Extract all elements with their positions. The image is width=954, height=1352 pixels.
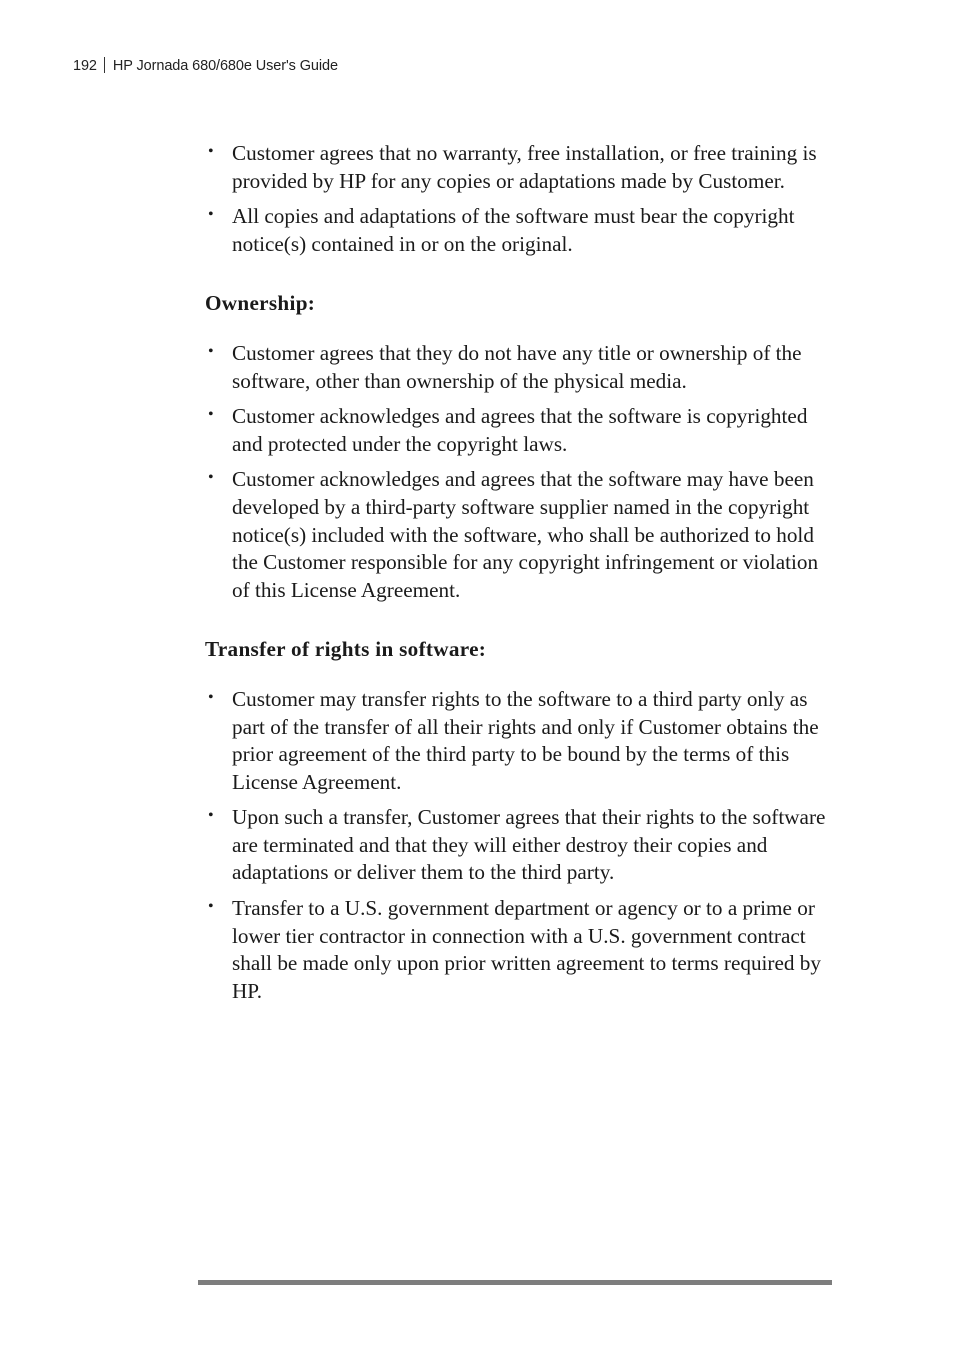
list-item-text: Customer agrees that they do not have any title or ownership of the software, other than ownership of the physical media. (232, 340, 802, 393)
page-body (205, 140, 835, 1013)
list-item (205, 140, 835, 195)
ownership-heading: Ownership: (205, 291, 316, 316)
list-item-text: Upon such a transfer, Customer agrees that their rights to the software are terminated and that they will either destroy their copies and adaptations or deliver them to the third party. (232, 805, 826, 885)
list-item-text: Customer may transfer rights to the software to a third party only as part of the transfer of all their rights and only if Customer obtains the prior agreement of the third party to be bound by the terms of this License Agreement. (232, 686, 819, 794)
running-header (73, 57, 338, 74)
transfer-heading: Transfer of rights in software: (205, 637, 487, 662)
list-item (205, 403, 835, 458)
bullet-icon: • (208, 206, 214, 224)
bullet-icon: • (208, 688, 214, 706)
ownership-bullet-list (205, 340, 835, 604)
list-item (205, 203, 835, 258)
transfer-bullet-list (205, 686, 835, 1006)
bullet-icon: • (208, 898, 214, 916)
footer-rule (198, 1280, 832, 1285)
bullet-icon: • (208, 469, 214, 487)
list-item-text: Customer acknowledges and agrees that the software is copyrighted and protected under the copyright laws. (232, 404, 808, 456)
bullet-icon: • (208, 406, 214, 424)
bullet-icon: • (208, 807, 214, 825)
list-item (205, 895, 835, 1005)
intro-bullet-list (205, 140, 835, 258)
list-item-text: Transfer to a U.S. government department or agency or to a prime or lower tier contractor in connection with a U.S. government contract shall be made only upon prior written agreement to terms required by HP. (232, 896, 821, 1003)
list-item (205, 686, 835, 796)
bullet-icon: • (208, 143, 214, 160)
list-item (205, 804, 835, 887)
list-item-text: Customer acknowledges and agrees that the software may have been developed by a third-party software supplier named in the copyright notice(s) included with the software, who shall be authorized to hold the Customer responsible for any copyright infringement or violation of this License Agreement. (232, 467, 819, 602)
list-item-text: Customer agrees that no warranty, free installation, or free training is provided by HP for any copies or adaptations made by Customer. (232, 141, 817, 193)
list-item-text: All copies and adaptations of the software must bear the copyright notice(s) contained in or on the original. (232, 204, 795, 256)
header-divider (104, 57, 105, 73)
bullet-icon: • (208, 342, 214, 360)
list-item (205, 466, 835, 604)
book-title: HP Jornada 680/680e User's Guide (112, 58, 338, 74)
page-number: 192 (73, 58, 97, 74)
list-item (205, 340, 835, 395)
